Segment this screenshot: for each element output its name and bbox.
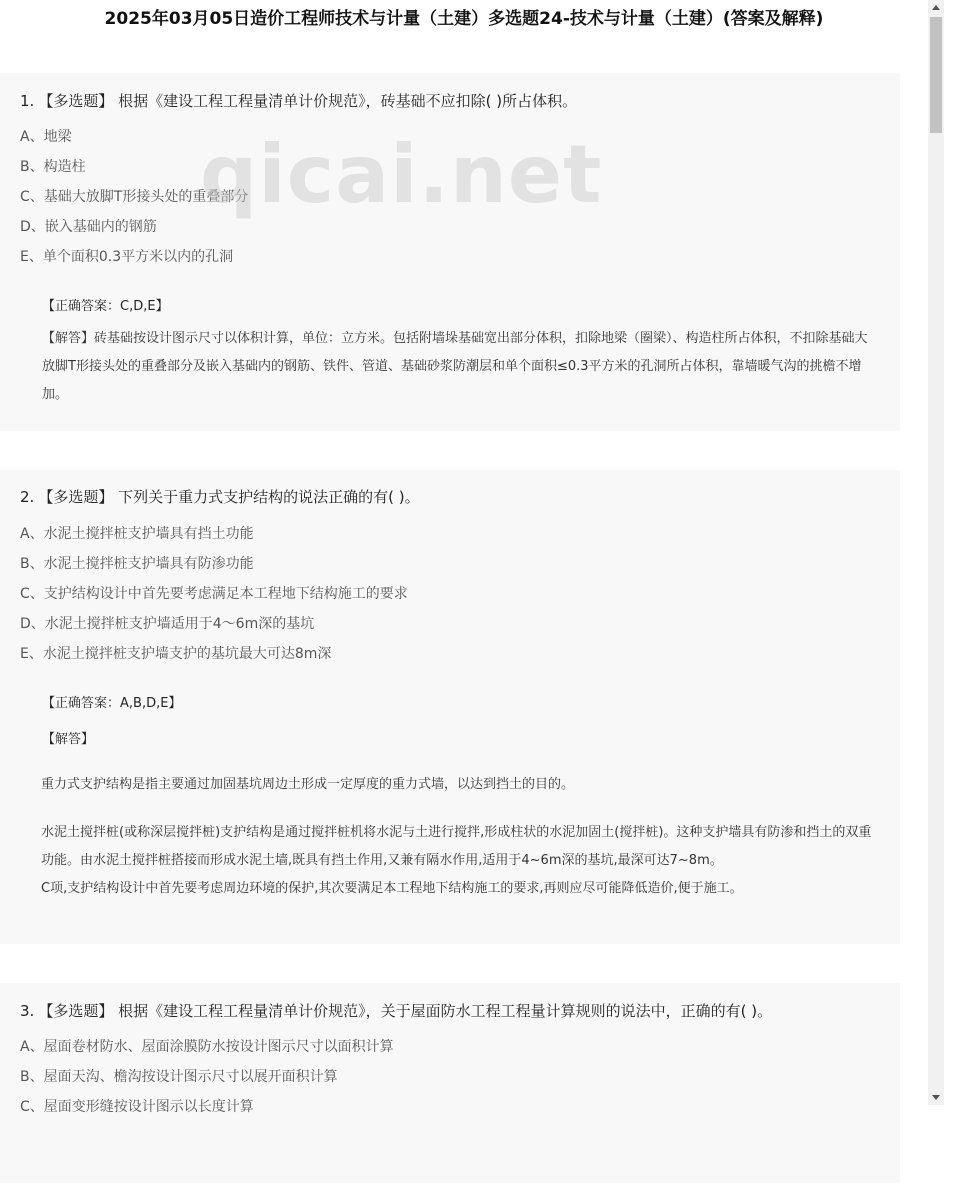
option-a[interactable]: A、地梁 (20, 129, 72, 145)
question-card-2 (0, 470, 900, 944)
correct-answer: 【正确答案：C,D,E】 (42, 299, 169, 314)
explanation-paragraph-3: C项,支护结构设计中首先要考虑周边环境的保护,其次要满足本工程地下结构施工的要求,再则应尽可能降低造价,便于施工。 (41, 881, 743, 896)
page-title: 2025年03月05日造价工程师技术与计量（土建）多选题24-技术与计量（土建）(答案及解释) (104, 9, 824, 29)
option-b[interactable]: B、构造柱 (20, 159, 86, 175)
scroll-down-button[interactable] (928, 1089, 944, 1105)
question-text: 下列关于重力式支护结构的说法正确的有( )。 (118, 488, 420, 506)
question-type: 【多选题】 (38, 92, 114, 110)
question-card-3 (0, 983, 900, 1183)
option-d[interactable]: D、嵌入基础内的钢筋 (20, 219, 157, 235)
option-e[interactable]: E、水泥土搅拌桩支护墙支护的基坑最大可达8m深 (20, 646, 332, 662)
option-a[interactable]: A、屋面卷材防水、屋面涂膜防水按设计图示尺寸以面积计算 (20, 1039, 394, 1055)
question-heading (20, 90, 577, 111)
explanation: 【解答】砖基础按设计图示尺寸以体积计算，单位：立方米。包括附墙垛基础宽出部分体积，扣除地梁（圈梁）、构造柱所占体积，不扣除基础大放脚T形接头处的重叠部分及嵌入基础内的钢筋、铁件、管道、基础砂浆防潮层和单个面积≤0.3平方米的孔洞所占体积，靠墙暖气沟的挑檐不增加。 (42, 331, 868, 402)
question-number: 1. (20, 92, 35, 110)
question-card-1 (0, 73, 900, 431)
option-e[interactable]: E、单个面积0.3平方米以内的孔洞 (20, 249, 234, 265)
option-c[interactable]: C、基础大放脚T形接头处的重叠部分 (20, 189, 249, 205)
explanation-label: 【解答】 (42, 732, 95, 747)
explanation-paragraph-1: 重力式支护结构是指主要通过加固基坑周边土形成一定厚度的重力式墙，以达到挡土的目的。 (41, 777, 575, 792)
option-b[interactable]: B、水泥土搅拌桩支护墙具有防渗功能 (20, 556, 254, 572)
vertical-scrollbar[interactable] (928, 0, 944, 1105)
scrollbar-thumb[interactable] (930, 17, 942, 133)
question-type: 【多选题】 (38, 488, 114, 506)
arrow-down-icon (932, 1095, 940, 1100)
arrow-up-icon (932, 5, 940, 10)
option-c[interactable]: C、屋面变形缝按设计图示以长度计算 (20, 1099, 254, 1115)
question-text: 根据《建设工程工程量清单计价规范》，砖基础不应扣除( )所占体积。 (118, 92, 578, 110)
explanation-paragraph-2: 水泥土搅拌桩(或称深层搅拌桩)支护结构是通过搅拌桩机将水泥与土进行搅拌,形成柱状的水泥加固土(搅拌桩)。这种支护墙具有防渗和挡土的双重功能。由水泥土搅拌桩搭接而形成水泥土墙,既具有挡土作用,又兼有隔水作用,适用于4~6m深的基坑,最深可达7~8m。 (41, 825, 872, 868)
option-a[interactable]: A、水泥土搅拌桩支护墙具有挡土功能 (20, 526, 254, 542)
question-heading (20, 1000, 772, 1021)
option-b[interactable]: B、屋面天沟、檐沟按设计图示尺寸以展开面积计算 (20, 1069, 338, 1085)
scroll-up-button[interactable] (928, 0, 944, 16)
question-number: 3. (20, 1002, 35, 1020)
option-c[interactable]: C、支护结构设计中首先要考虑满足本工程地下结构施工的要求 (20, 586, 408, 602)
question-text: 根据《建设工程工程量清单计价规范》，关于屋面防水工程工程量计算规则的说法中，正确的有( )。 (118, 1002, 773, 1020)
question-heading (20, 486, 420, 507)
correct-answer: 【正确答案：A,B,D,E】 (42, 696, 182, 711)
question-number: 2. (20, 488, 35, 506)
option-d[interactable]: D、水泥土搅拌桩支护墙适用于4～6m深的基坑 (20, 616, 315, 632)
question-type: 【多选题】 (38, 1002, 114, 1020)
watermark-text: qicai.net (200, 128, 603, 221)
